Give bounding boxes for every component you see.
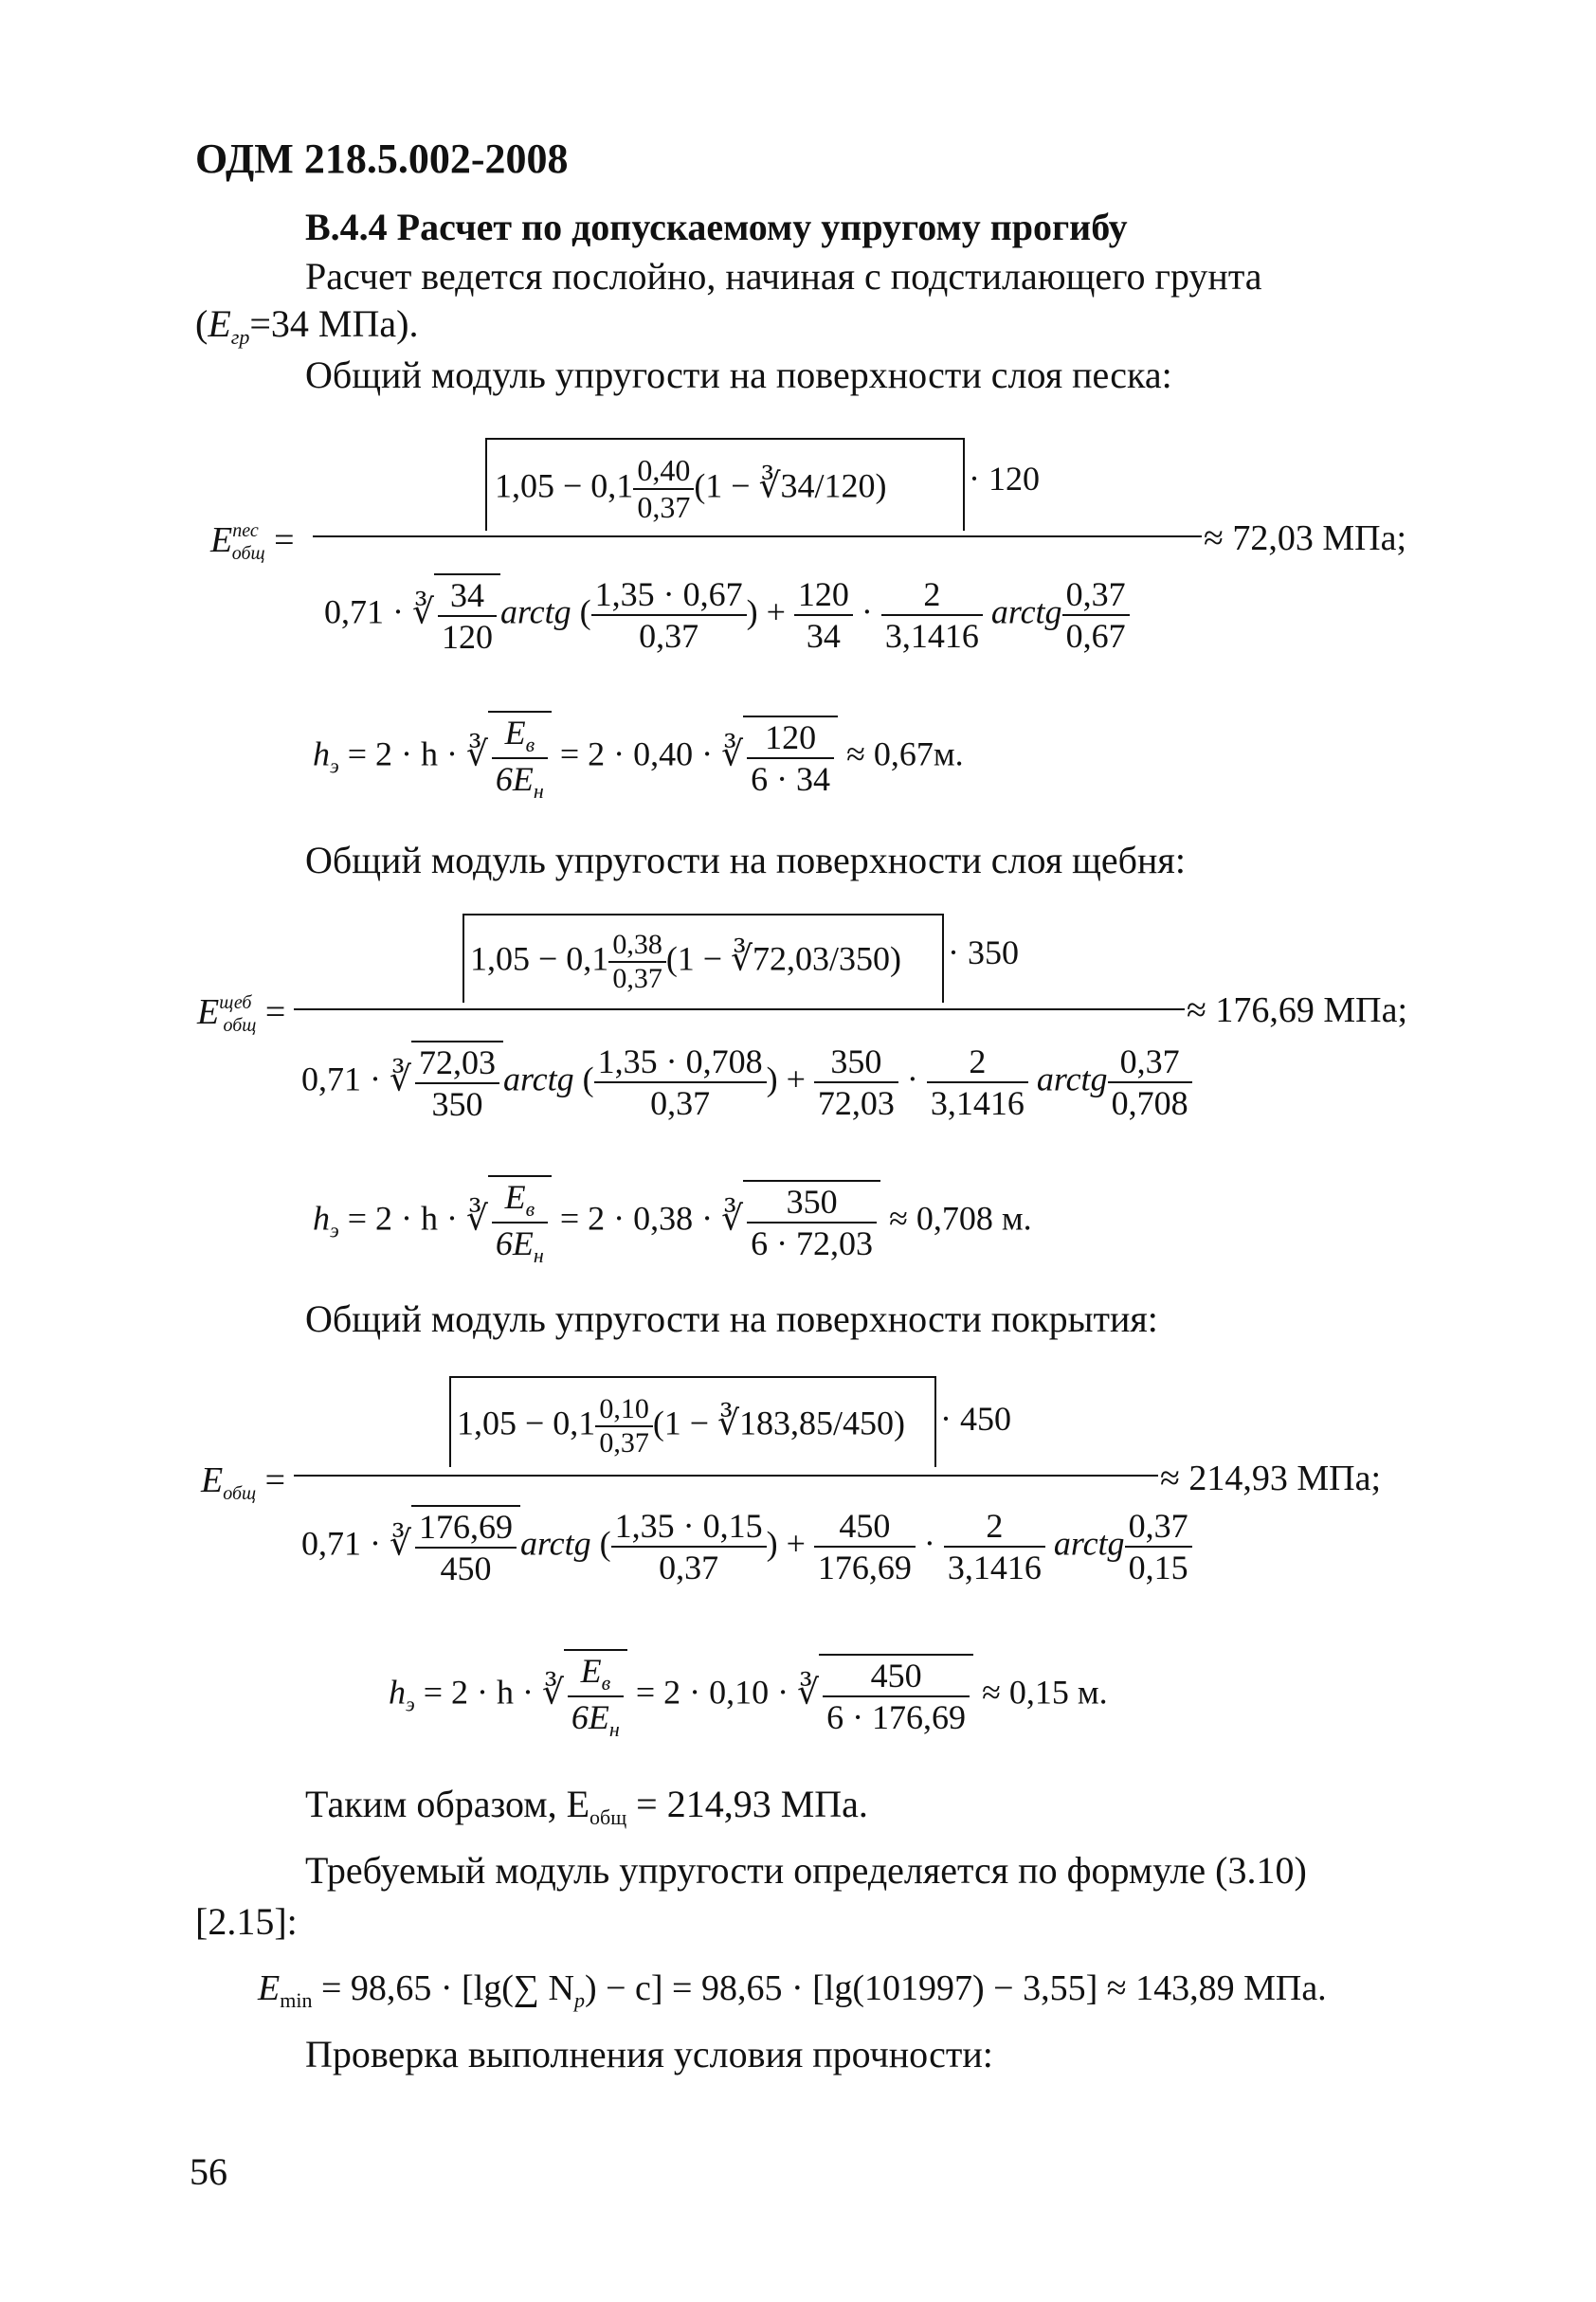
required-line-2: [2.15]: [195, 1900, 298, 1943]
eq-lhs: $E^{пес}_{общ}$ = [210, 520, 295, 564]
eq-result: ≈ 176,69 МПа; [1187, 990, 1408, 1030]
main-fraction-bar [294, 1008, 1185, 1010]
numerator-factor: · 350 [948, 933, 1019, 971]
document-code: ОДМ 218.5.002-2008 [195, 136, 569, 182]
check-intro: Проверка выполнения условия прочности: [305, 2033, 993, 2075]
sand-intro: Общий модуль упругости на поверхности слоя песка: [305, 353, 1172, 396]
numerator: 1,05 − 0,1 $\frac{0,40}{0,37}$ (1 − ∛34/120) [495, 453, 887, 524]
h-equation-gravel: $h_э = 2 \cdot h$ · ∛ $\frac{E_в}{6E_н}$ = 2 · 0,38 · ∛ $\frac{350}{6 \cdot 72,03}$ ≈ 0,708 м. [313, 1175, 1032, 1268]
eq-result: ≈ 72,03 МПа; [1204, 518, 1407, 558]
page-number: 56 [190, 2150, 227, 2193]
eq-result: ≈ 214,93 МПа; [1160, 1459, 1382, 1498]
thus-line: Таким образом, $E_{общ} = 214,93$ МПа. [305, 1783, 868, 1829]
numerator: 1,05 − 0,1 $\frac{0,10}{0,37}$ (1 − ∛183,85/450) [457, 1393, 906, 1459]
numerator-factor: · 450 [940, 1400, 1011, 1438]
h-equation-sand: $h_э = 2 \cdot h$ · ∛ $\frac{E_в}{6E_н}$ = 2 · 0,40 · ∛ $\frac{120}{6 \cdot 34}$ ≈ 0,67м. [313, 711, 964, 804]
gravel-intro: Общий модуль упругости на поверхности слоя щебня: [305, 839, 1186, 881]
denominator: 0,71 · ∛ $\frac{34}{120}$ arctg ( $\frac{1,35 \cdot 0,67}{0,37}$ ) + $\frac{120}{34}$ · $\frac{2}{3,1416}$ arctg $\frac{0,37}{0,67}$ [324, 573, 1130, 657]
numerator-factor: · 120 [969, 460, 1040, 498]
eq-lhs: $E^{щеб}_{общ}$ = [197, 992, 286, 1036]
section-title: В.4.4 Расчет по допускаемому упругому прогибу [305, 206, 1128, 248]
paragraph-line-1: Расчет ведется послойно, начиная с подстилающего грунта [305, 255, 1262, 298]
emin-equation: $E_{min} = 98,65 \cdot [\lg(\sum$ $N_p) - c] = 98,65 \cdot [\lg(101997) - 3,55] \approx 143,89$ МПа. [258, 1968, 1327, 2012]
coat-intro: Общий модуль упругости на поверхности покрытия: [305, 1297, 1158, 1340]
denominator: 0,71 · ∛ $\frac{72,03}{350}$ arctg ( $\frac{1,35 \cdot 0,708}{0,37}$ ) + $\frac{350}{72,03}$ · $\frac{2}{3,1416}$ arctg $\frac{0,37}{0,708}$ [301, 1041, 1192, 1124]
required-line-1: Требуемый модуль упругости определяется по формуле (3.10) [305, 1849, 1307, 1892]
main-fraction-bar [294, 1475, 1158, 1477]
main-fraction-bar [313, 535, 1202, 537]
eq-lhs: $E_{общ}$ = [201, 1460, 286, 1504]
h-equation-coat: $h_э = 2 \cdot h$ · ∛ $\frac{E_в}{6E_н}$ = 2 · 0,10 · ∛ $\frac{450}{6 \cdot 176,69}$ ≈ 0,15 м. [389, 1649, 1108, 1742]
denominator: 0,71 · ∛ $\frac{176,69}{450}$ arctg ( $\frac{1,35 \cdot 0,15}{0,37}$ ) + $\frac{450}{176,69}$ · $\frac{2}{3,1416}$ arctg $\frac{0,37}{0,15}$ [301, 1505, 1192, 1588]
paragraph-line-2: ($E_{гр}=34$ МПа). [195, 302, 419, 349]
numerator: 1,05 − 0,1 $\frac{0,38}{0,37}$ (1 − ∛72,03/350) [470, 929, 902, 994]
